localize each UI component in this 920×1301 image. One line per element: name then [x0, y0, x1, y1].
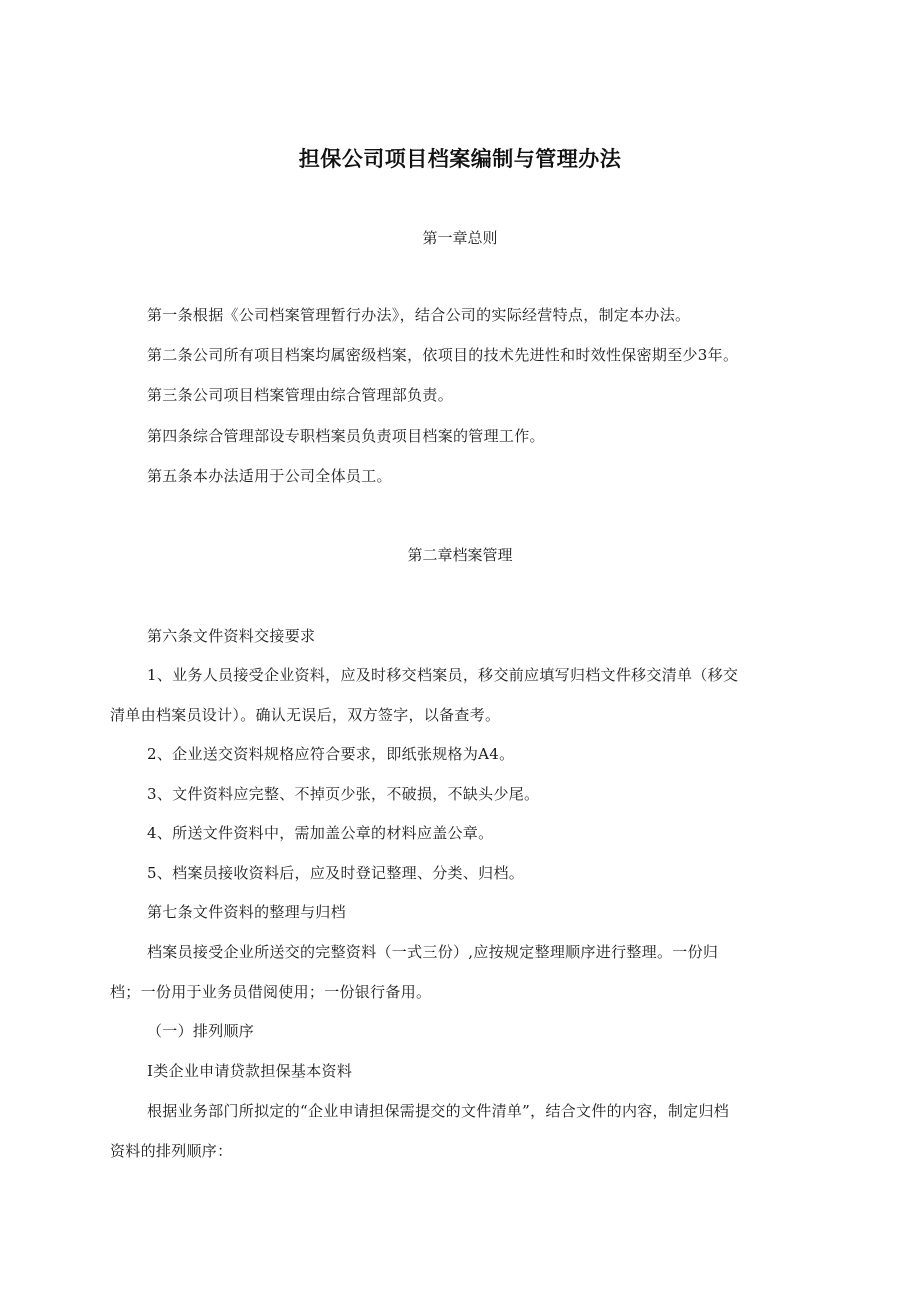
article-7-para-line-2: 档；一份用于业务员借阅使用；一份银行备用。 — [110, 983, 432, 1001]
item-1-line-1: 1、业务人员接受企业资料，应及时移交档案员，移交前应填写归档文件移交清单（移交 — [147, 666, 739, 684]
article-4: 第四条综合管理部设专职档案员负责项目档案的管理工作。 — [147, 427, 545, 445]
item-4: 4、所送文件资料中，需加盖公章的材料应盖公章。 — [147, 824, 494, 842]
paragraph-line-2: 资料的排列顺序： — [110, 1142, 233, 1160]
article-3: 第三条公司项目档案管理由综合管理部负责。 — [147, 386, 454, 404]
item-3: 3、文件资料应完整、不掉页少张，不破损，不缺头少尾。 — [147, 785, 540, 803]
article-6: 第六条文件资料交接要求 — [147, 627, 316, 645]
item-5: 5、档案员接收资料后，应及时登记整理、分类、归档。 — [147, 864, 525, 882]
item-1-line-2: 清单由档案员设计）。确认无误后，双方签字，以备查考。 — [110, 706, 501, 724]
article-1: 第一条根据《公司档案管理暂行办法》，结合公司的实际经营特点，制定本办法。 — [147, 306, 691, 324]
item-2: 2、企业送交资料规格应符合要求，即纸张规格为A4。 — [147, 745, 515, 763]
article-2: 第二条公司所有项目档案均属密级档案，依项目的技术先进性和时效性保密期至少3年。 — [147, 346, 739, 364]
article-7-para-line-1: 档案员接受企业所送交的完整资料（一式三份）,应按规定整理顺序进行整理。一份归 — [147, 943, 719, 961]
paragraph-line-1: 根据业务部门所拟定的“企业申请担保需提交的文件清单”，结合文件的内容，制定归档 — [147, 1102, 730, 1120]
article-5: 第五条本办法适用于公司全体员工。 — [147, 467, 392, 485]
article-7: 第七条文件资料的整理与归档 — [147, 903, 346, 921]
chapter-2-heading: 第二章档案管理 — [407, 546, 513, 564]
chapter-1-heading: 第一章总则 — [422, 229, 498, 247]
document-title: 担保公司项目档案编制与管理办法 — [298, 147, 622, 171]
class-1-heading: Ⅰ类企业申请贷款担保基本资料 — [147, 1062, 353, 1080]
subsection-1: （一）排列顺序 — [147, 1022, 255, 1040]
